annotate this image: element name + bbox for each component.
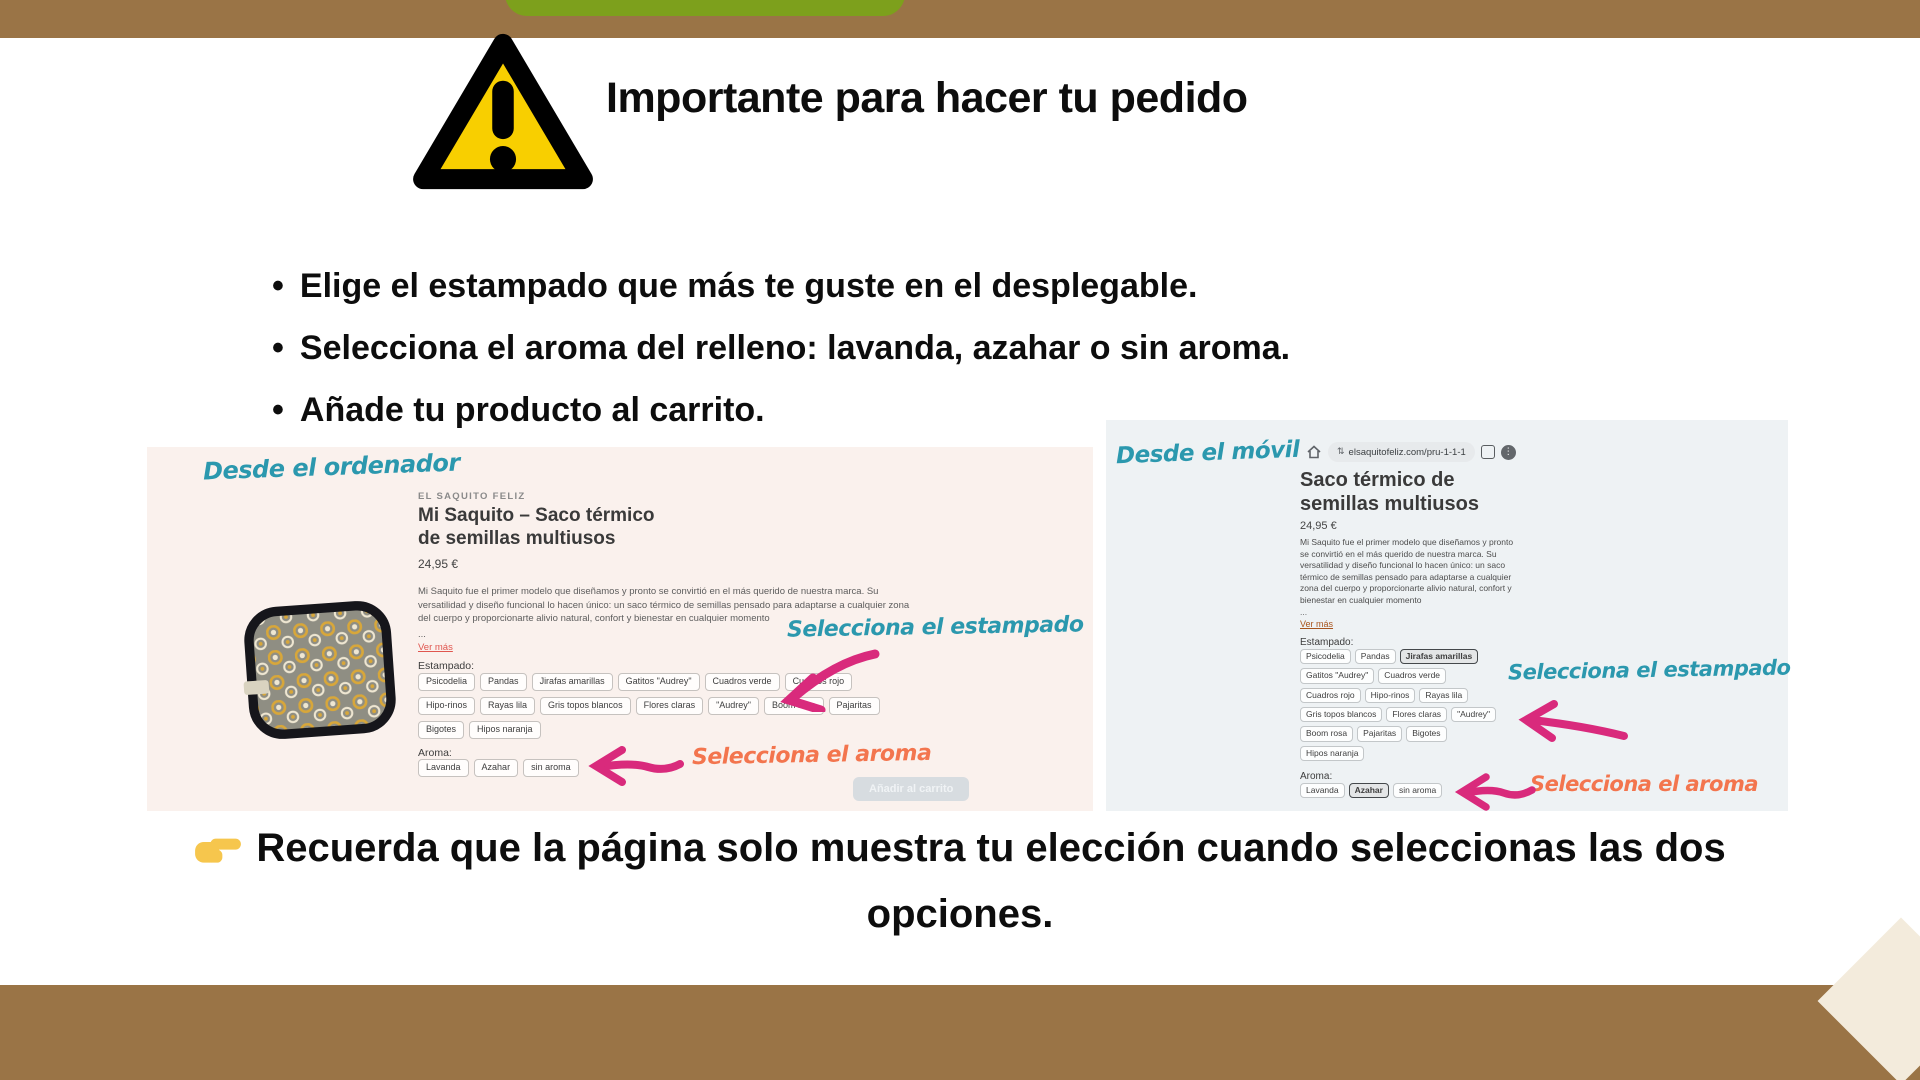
- description-line: térmico de semillas pensado para adaptarse a cualquier: [1300, 571, 1512, 582]
- description-line: Mi Saquito fue el primer modelo que diseñamos y pronto se convirtió en el más querido de nuestra marca. Su: [418, 586, 879, 597]
- brand-name: EL SAQUITO FELIZ: [418, 491, 526, 502]
- estampado-option[interactable]: Rayas lila: [480, 697, 535, 715]
- estampado-option[interactable]: Bigotes: [418, 721, 464, 739]
- estampado-option[interactable]: Flores claras: [636, 697, 704, 715]
- estampado-option[interactable]: Gris topos blancos: [540, 697, 631, 715]
- arrow-estampado-icon: [747, 642, 887, 712]
- arrow-estampado-icon: [1502, 692, 1632, 748]
- green-tab-shape: [505, 0, 905, 16]
- estampado-option[interactable]: "Audrey": [1451, 707, 1496, 722]
- estampado-option[interactable]: Gatitos "Audrey": [618, 673, 700, 691]
- estampado-options: [1300, 649, 1496, 765]
- product-title: Saco térmico de semillas multiusos: [1300, 469, 1479, 515]
- estampado-option[interactable]: Pajaritas: [829, 697, 880, 715]
- estampado-row: [1300, 649, 1496, 664]
- menu-dots-icon[interactable]: ⋮: [1501, 445, 1516, 460]
- see-more-link[interactable]: Ver más: [418, 642, 453, 653]
- estampado-option[interactable]: Hipo-rinos: [418, 697, 475, 715]
- footer-note: [0, 826, 1920, 871]
- product-image: [236, 592, 404, 749]
- aroma-label: Aroma:: [1300, 771, 1333, 782]
- description-line: bienestar en cualquier momento: [1300, 594, 1422, 605]
- warning-triangle-icon: [408, 30, 598, 196]
- see-more-link[interactable]: Ver más: [1300, 619, 1334, 629]
- estampado-option[interactable]: Pandas: [480, 673, 527, 691]
- estampado-option[interactable]: Pajaritas: [1357, 726, 1402, 741]
- product-price: 24,95 €: [1300, 520, 1337, 532]
- top-brown-bar: [0, 0, 1920, 38]
- product-description: [1300, 537, 1513, 606]
- instruction-item: • Elige el estampado que más te guste en el desplegable.: [272, 255, 1290, 317]
- estampado-option[interactable]: Psicodelia: [418, 673, 475, 691]
- tab-switcher-icon[interactable]: [1481, 445, 1495, 459]
- estampado-row: [1300, 688, 1496, 703]
- home-icon[interactable]: [1306, 444, 1322, 460]
- estampado-row: [1300, 668, 1496, 683]
- page-title: Importante para hacer tu pedido: [606, 74, 1248, 122]
- estampado-row: [418, 721, 880, 739]
- annotation-select-estampado: Selecciona el estampado: [786, 612, 1084, 643]
- mobile-screenshot-panel: [1106, 420, 1791, 811]
- footer-line2: opciones.: [866, 892, 1054, 936]
- description-line: Mi Saquito fue el primer modelo que diseñamos y pronto: [1300, 537, 1514, 547]
- description-line: se convirtió en el más querido de nuestra marca. Su: [1300, 548, 1497, 559]
- estampado-option[interactable]: Gatitos "Audrey": [1300, 668, 1374, 683]
- estampado-option[interactable]: Hipos naranja: [1300, 746, 1364, 761]
- bottom-brown-bar: [0, 985, 1920, 1080]
- estampado-option[interactable]: Boom rosa: [764, 697, 824, 715]
- estampado-option[interactable]: Gris topos blancos: [1300, 707, 1382, 722]
- estampado-option[interactable]: Bigotes: [1406, 726, 1446, 741]
- aroma-options: [418, 759, 579, 777]
- description-line: versatilidad y diseño funcional lo hacen único: un saco: [1300, 560, 1506, 570]
- estampado-option[interactable]: Hipo-rinos: [1365, 688, 1416, 703]
- footer-line1: Recuerda que la página solo muestra tu elección cuando seleccionas las dos: [256, 826, 1726, 870]
- site-info-icon: ⇅: [1337, 447, 1345, 457]
- annotation-select-aroma: Selecciona el aroma: [1530, 772, 1759, 796]
- estampado-option[interactable]: Flores claras: [1386, 707, 1447, 722]
- product-title: Mi Saquito – Saco térmico de semillas multiusos: [418, 505, 655, 549]
- instruction-item: • Selecciona el aroma del relleno: lavanda, azahar o sin aroma.: [272, 317, 1290, 379]
- aroma-option[interactable]: Azahar: [474, 759, 519, 777]
- description-line: zona del cuerpo y proporcionarte alivio natural, confort y: [1300, 583, 1512, 593]
- estampado-option[interactable]: Hipos naranja: [469, 721, 541, 739]
- estampado-option[interactable]: Psicodelia: [1300, 649, 1351, 664]
- instruction-item: • Añade tu producto al carrito.: [272, 379, 1290, 441]
- ellipsis: ...: [418, 629, 426, 640]
- caption-desktop: Desde el ordenador: [202, 448, 461, 486]
- estampado-row: [1300, 746, 1496, 761]
- description-line: del cuerpo y proporcionarte alivio natural, confort y bienestar en cualquier momento: [418, 613, 770, 624]
- aroma-option[interactable]: sin aroma: [1393, 783, 1442, 798]
- estampado-option[interactable]: "Audrey": [708, 697, 759, 715]
- estampado-option[interactable]: Cuadros rojo: [1300, 688, 1361, 703]
- estampado-row: [1300, 726, 1496, 741]
- estampado-option[interactable]: Rayas lila: [1419, 688, 1468, 703]
- estampado-label: Estampado:: [1300, 637, 1354, 648]
- url-text: elsaquitofeliz.com/pru-1-1-1: [1348, 446, 1466, 458]
- caption-mobile: Desde el móvil: [1115, 436, 1300, 470]
- estampado-option[interactable]: Cuadros verde: [1378, 668, 1446, 683]
- aroma-option[interactable]: sin aroma: [523, 759, 579, 777]
- browser-chrome: [1306, 442, 1516, 462]
- arrow-aroma-icon: [582, 746, 687, 786]
- url-bar[interactable]: [1328, 442, 1475, 462]
- description-line: versatilidad y diseño funcional lo hacen único: un saco térmico de semillas pensado para adaptarse a cualquier zona: [418, 599, 910, 611]
- pointing-right-icon: [194, 831, 242, 866]
- estampado-row: [1300, 707, 1496, 722]
- arrow-aroma-icon: [1450, 772, 1538, 812]
- aroma-option[interactable]: Azahar: [1349, 783, 1389, 798]
- estampado-option[interactable]: Jirafas amarillas: [532, 673, 613, 691]
- aroma-option[interactable]: Lavanda: [1300, 783, 1345, 798]
- estampado-option[interactable]: Cuadros rojo: [785, 673, 853, 691]
- estampado-label: Estampado:: [418, 660, 475, 672]
- product-price: 24,95 €: [418, 557, 459, 571]
- aroma-label: Aroma:: [418, 747, 452, 759]
- estampado-option[interactable]: Boom rosa: [1300, 726, 1353, 741]
- desktop-screenshot-panel: [147, 447, 1093, 811]
- instruction-list: [272, 255, 1290, 441]
- estampado-option[interactable]: Pandas: [1355, 649, 1396, 664]
- annotation-select-estampado: Selecciona el estampado: [1507, 655, 1791, 685]
- add-to-cart-button[interactable]: Añadir al carrito: [853, 777, 969, 801]
- estampado-option[interactable]: Cuadros verde: [705, 673, 780, 691]
- estampado-option[interactable]: Jirafas amarillas: [1400, 649, 1479, 664]
- aroma-options: [1300, 783, 1442, 798]
- ellipsis: ...: [1300, 607, 1308, 617]
- annotation-select-aroma: Selecciona el aroma: [691, 740, 932, 771]
- aroma-option[interactable]: Lavanda: [418, 759, 469, 777]
